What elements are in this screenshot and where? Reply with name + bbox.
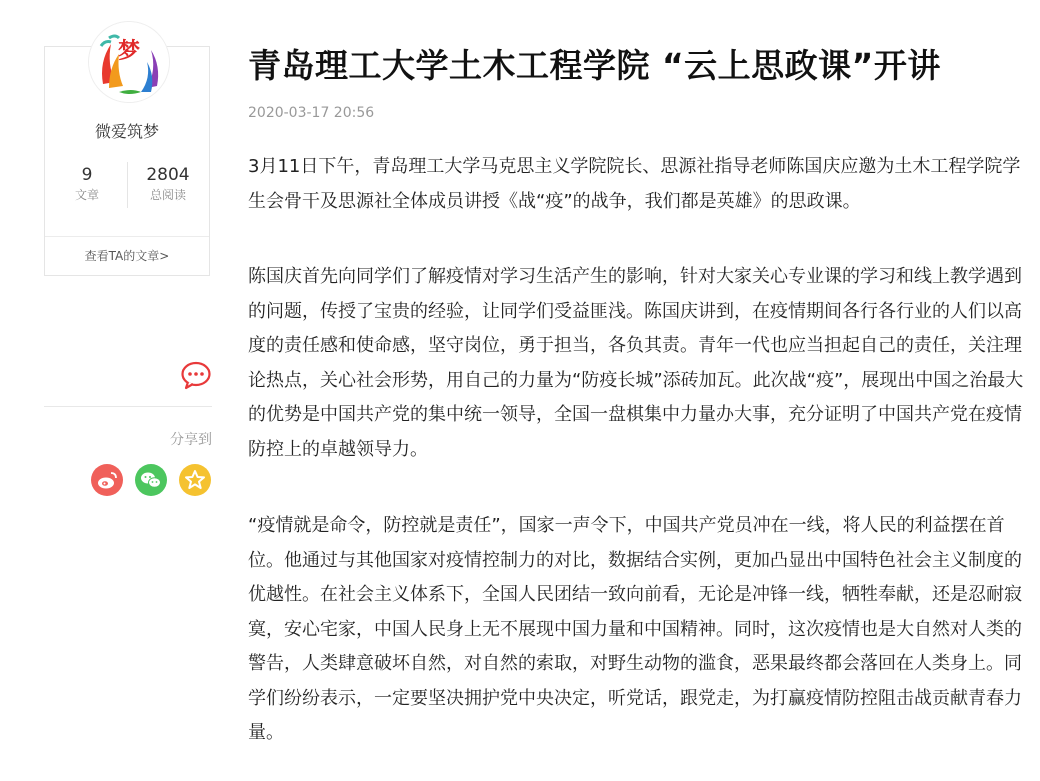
reads-label: 总阅读 — [149, 188, 186, 202]
avatar-logo-icon — [89, 22, 169, 102]
comment-icon[interactable] — [180, 361, 212, 391]
card-divider — [45, 236, 209, 237]
sidebar-separator — [44, 406, 212, 407]
article-paragraph: 陈国庆首先向同学们了解疫情对学习生活产生的影响，针对大家关心专业课的学习和线上教学遇到的问题，传授了宝贵的经验，让同学们受益匪浅。陈国庆讲到，在疫情期间各行各行业的人们以高度的责任感和使命感，坚守岗位，勇于担当，各负其责。青年一代也应当担起自己的责任，关注理论热点，关心社会形势，用自己的力量为“防疫长城”添砖加瓦。此次战“疫”，展现出中国之治最大的优势是中国共产党的集中统一领导，全国一盘棋集中力量办大事，充分证明了中国共产党在疫情防控上的卓越领导力。 — [248, 266, 1024, 460]
publish-date: 2020-03-17 20:56 — [248, 105, 375, 121]
article-paragraph: “疫情就是命令，防控就是责任”，国家一声令下，中国共产党员冲在一线，将人民的利益摆在首位。他通过与其他国家对疫情控制力的对比，数据结合实例，更加凸显出中国特色社会主义制度的优越性。在社会主义体系下，全国人民团结一致向前看，无论是冲锋一线，牺牲奉献，还是忍耐寂寞，安心宅家，中国人民身上无不展现中国力量和中国精神。同时，这次疫情也是大自然对人类的警告，人类肆意破坏自然，对自然的索取，对野生动物的滥食，恶果最终都会落回在人类身上。同学们纷纷表示，一定要坚决拥护党中央决定，听党话，跟党走，为打赢疫情防控阻击战贡献青春力量。 — [248, 515, 1022, 743]
avatar[interactable] — [89, 22, 169, 102]
favorite-star-icon[interactable] — [179, 464, 211, 496]
article-paragraph: 3月11日下午，青岛理工大学马克思主义学院院长、思源社指导老师陈国庆应邀为土木工程学院学生会骨干及思源社全体成员讲授《战“疫”的战争，我们都是英雄》的思政课。 — [248, 156, 1021, 212]
articles-stat — [46, 164, 128, 204]
view-author-articles-link[interactable]: 查看TA的文章> — [84, 249, 170, 263]
articles-label: 文章 — [74, 188, 99, 202]
article-title: 青岛理工大学土木工程学院 “云上思政课”开讲 — [248, 46, 941, 85]
author-name[interactable]: 微爱筑梦 — [94, 122, 159, 141]
svg-text:梦: 梦 — [117, 39, 141, 64]
weibo-icon[interactable] — [91, 464, 123, 496]
wechat-icon[interactable] — [135, 464, 167, 496]
reads-stat — [127, 164, 209, 204]
articles-count: 9 — [81, 165, 93, 185]
reads-count: 2804 — [146, 165, 190, 185]
share-label: 分享到 — [170, 432, 212, 448]
